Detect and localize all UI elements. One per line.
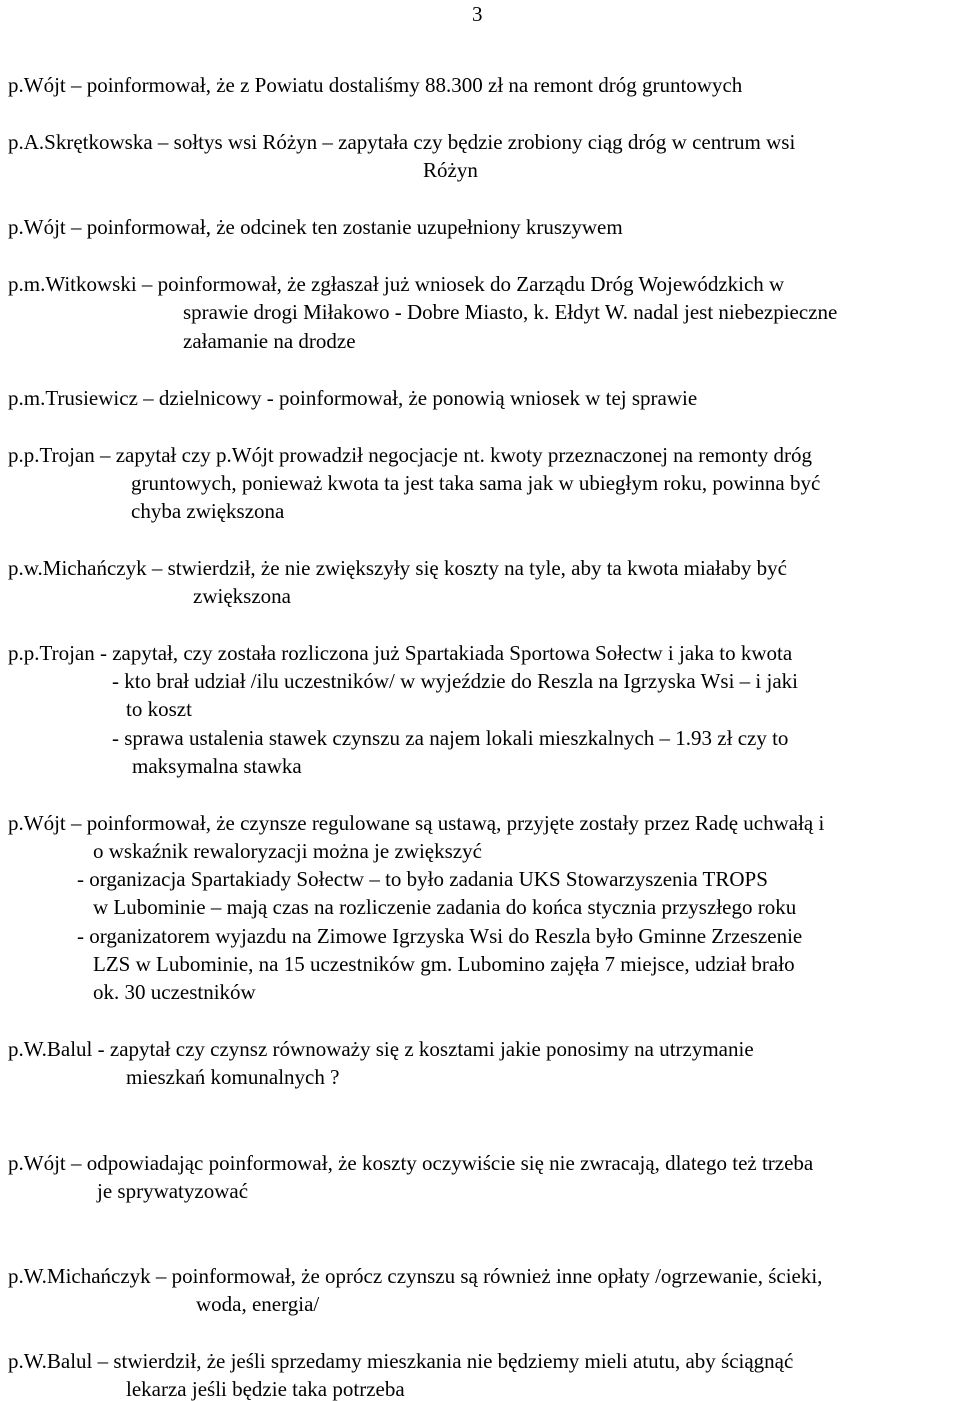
paragraph-line: LZS w Lubominie, na 15 uczestników gm. Lubomino zajęła 7 miejsce, udział brało bbox=[93, 952, 795, 976]
paragraph-line: mieszkań komunalnych ? bbox=[126, 1065, 340, 1089]
paragraph-line: p.W.Balul - zapytał czy czynsz równoważy się z kosztami jakie ponosimy na utrzymanie bbox=[8, 1037, 754, 1061]
paragraph-line: je sprywatyzować bbox=[97, 1179, 249, 1203]
paragraph-line: załamanie na drodze bbox=[183, 329, 356, 353]
paragraph-line: p.Wójt – poinformował, że z Powiatu dostaliśmy 88.300 zł na remont dróg gruntowych bbox=[8, 73, 743, 97]
paragraph-line: o wskaźnik rewaloryzacji można je zwiększyć bbox=[93, 839, 482, 863]
paragraph-line: maksymalna stawka bbox=[132, 754, 302, 778]
paragraph-line: p.Wójt – poinformował, że czynsze regulowane są ustawą, przyjęte zostały przez Radę uchwałą i bbox=[8, 811, 825, 835]
paragraph-line: p.w.Michańczyk – stwierdził, że nie zwiększyły się koszty na tyle, aby ta kwota miałaby być bbox=[8, 556, 787, 580]
paragraph-line: woda, energia/ bbox=[196, 1292, 320, 1316]
paragraph-line: to koszt bbox=[126, 697, 192, 721]
paragraph-line: - kto brał udział /ilu uczestników/ w wyjeździe do Reszla na Igrzyska Wsi – i jaki bbox=[112, 669, 798, 693]
paragraph-line: lekarza jeśli będzie taka potrzeba bbox=[126, 1377, 405, 1401]
paragraph-line: w Lubominie – mają czas na rozliczenie zadania do końca stycznia przyszłego roku bbox=[93, 895, 797, 919]
paragraph-line: zwiększona bbox=[193, 584, 291, 608]
paragraph-line: chyba zwiększona bbox=[131, 499, 285, 523]
paragraph-line: p.p.Trojan - zapytał, czy została rozliczona już Spartakiada Sportowa Sołectw i jaka to kwota bbox=[8, 641, 793, 665]
paragraph-line: - organizatorem wyjazdu na Zimowe Igrzyska Wsi do Reszla było Gminne Zrzeszenie bbox=[77, 924, 803, 948]
paragraph-line: p.A.Skrętkowska – sołtys wsi Różyn – zapytała czy będzie zrobiony ciąg dróg w centrum wsi bbox=[8, 130, 796, 154]
paragraph-line: - sprawa ustalenia stawek czynszu za najem lokali mieszkalnych – 1.93 zł czy to bbox=[112, 726, 789, 750]
paragraph-line: p.m.Witkowski – poinformował, że zgłaszał już wniosek do Zarządu Dróg Wojewódzkich w bbox=[8, 272, 785, 296]
paragraph-line: p.m.Trusiewicz – dzielnicowy - poinformował, że ponowią wniosek w tej sprawie bbox=[8, 386, 698, 410]
paragraph-line: p.p.Trojan – zapytał czy p.Wójt prowadził negocjacje nt. kwoty przeznaczonej na remonty dróg bbox=[8, 443, 812, 467]
paragraph-line: sprawie drogi Miłakowo - Dobre Miasto, k. Ełdyt W. nadal jest niebezpieczne bbox=[183, 300, 838, 324]
paragraph-line: Różyn bbox=[423, 158, 478, 182]
paragraph-line: ok. 30 uczestników bbox=[93, 980, 256, 1004]
paragraph-line: p.Wójt – poinformował, że odcinek ten zostanie uzupełniony kruszywem bbox=[8, 215, 623, 239]
page-number: 3 bbox=[472, 2, 483, 26]
paragraph-line: - organizacja Spartakiady Sołectw – to było zadania UKS Stowarzyszenia TROPS bbox=[77, 867, 768, 891]
paragraph-line: gruntowych, ponieważ kwota ta jest taka sama jak w ubiegłym roku, powinna być bbox=[131, 471, 821, 495]
paragraph-line: p.W.Balul – stwierdził, że jeśli sprzedamy mieszkania nie będziemy mieli atutu, aby ściągnąć bbox=[8, 1349, 794, 1373]
paragraph-line: p.Wójt – odpowiadając poinformował, że koszty oczywiście się nie zwracają, dlatego też trzeba bbox=[8, 1151, 814, 1175]
paragraph-line: p.W.Michańczyk – poinformował, że oprócz czynszu są również inne opłaty /ogrzewanie, ścieki, bbox=[8, 1264, 823, 1288]
